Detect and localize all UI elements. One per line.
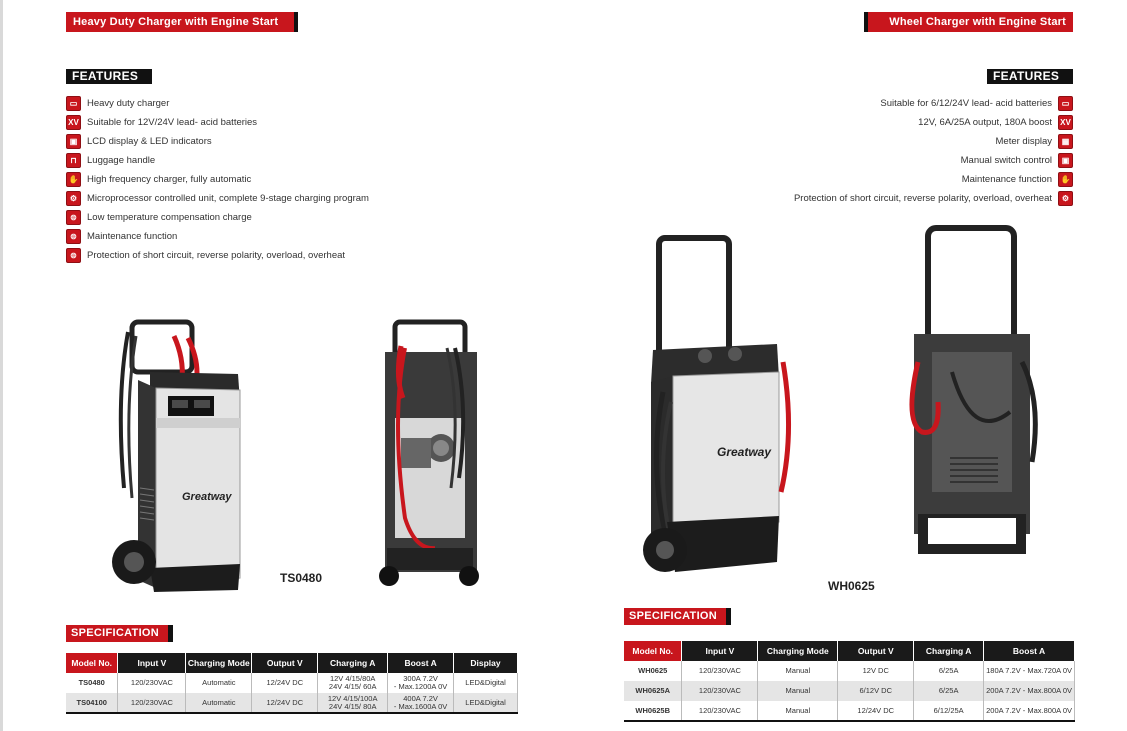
left-section-title: Heavy Duty Charger with Engine Start [66, 12, 294, 32]
left-spec-table [66, 653, 518, 714]
feature-item [66, 113, 369, 132]
feature-text: High frequency charger, fully automatic [87, 174, 252, 185]
table-cell: 12V DC [838, 661, 914, 681]
thermometer-icon: ⊜ [66, 210, 81, 225]
feature-text: Manual switch control [960, 155, 1052, 166]
ts0480-brand-logo: Greatway [182, 491, 232, 503]
table-row [624, 661, 1075, 681]
wh0625-front-image [635, 232, 795, 577]
table-cell: TS04100 [66, 693, 118, 713]
display-icon: ▣ [66, 134, 81, 149]
ts0480-model-label: TS0480 [280, 571, 323, 585]
hand-icon: ✋ [66, 172, 81, 187]
table-cell: Manual [758, 701, 838, 721]
table-cell: 120/230VAC [682, 661, 758, 681]
voltage-icon: XV [66, 115, 81, 130]
feature-item [66, 94, 369, 113]
table-cell: 120/230VAC [682, 701, 758, 721]
table-cell: 6/25A [914, 681, 984, 701]
table-cell: 12V 4/15/80A 24V 4/15/ 60A [318, 673, 388, 693]
handle-icon: ⊓ [66, 153, 81, 168]
wh0625-back-image [892, 222, 1052, 567]
left-features-header: FEATURES [66, 69, 152, 84]
feature-item [66, 132, 369, 151]
feature-item [66, 189, 369, 208]
table-cell: WH0625 [624, 661, 682, 681]
feature-item [794, 170, 1073, 189]
table-cell: 12/24V DC [252, 693, 318, 713]
table-cell: 200A 7.2V - Max.800A 0V [984, 701, 1075, 721]
feature-item [66, 170, 369, 189]
page-edge [0, 0, 3, 731]
ts0480-back-image [375, 318, 485, 593]
feature-text: Low temperature compensation charge [87, 212, 252, 223]
column-header: Input V [682, 641, 758, 661]
table-cell: LED&Digital [454, 693, 518, 713]
column-header: Boost A [388, 653, 454, 673]
table-cell: 120/230VAC [118, 693, 186, 713]
table-row [624, 701, 1075, 721]
feature-text: Heavy duty charger [87, 98, 170, 109]
table-cell: 6/12/25A [914, 701, 984, 721]
table-cell: LED&Digital [454, 673, 518, 693]
hand-icon: ✋ [1058, 172, 1073, 187]
table-cell: TS0480 [66, 673, 118, 693]
column-header: Boost A [984, 641, 1075, 661]
table-cell: 6/12V DC [838, 681, 914, 701]
switch-icon: ▣ [1058, 153, 1073, 168]
table-cell: 12V 4/15/100A 24V 4/15/ 80A [318, 693, 388, 713]
table-cell: 12/24V DC [838, 701, 914, 721]
feature-item [794, 132, 1073, 151]
right-section-title: Wheel Charger with Engine Start [868, 12, 1073, 32]
battery-icon: ▭ [66, 96, 81, 111]
chip-icon: ⚙ [66, 191, 81, 206]
tool-icon: ⚙ [1058, 191, 1073, 206]
feature-item [794, 151, 1073, 170]
left-feature-list [66, 94, 369, 265]
feature-text: Suitable for 12V/24V lead- acid batteries [87, 117, 258, 128]
table-row [66, 693, 518, 713]
table-row [66, 673, 518, 693]
table-cell: Manual [758, 681, 838, 701]
right-feature-list [794, 94, 1073, 208]
feature-item [66, 151, 369, 170]
table-cell: WH0625B [624, 701, 682, 721]
feature-text: Maintenance function [87, 231, 178, 242]
column-header: Model No. [624, 641, 682, 661]
column-header: Charging A [914, 641, 984, 661]
meter-icon: ▦ [1058, 134, 1073, 149]
column-header: Model No. [66, 653, 118, 673]
feature-text: 12V, 6A/25A output, 180A boost [918, 117, 1052, 128]
battery-icon: ▭ [1058, 96, 1073, 111]
right-spec-table [624, 641, 1075, 722]
table-cell: 120/230VAC [118, 673, 186, 693]
feature-item [66, 208, 369, 227]
feature-item [794, 94, 1073, 113]
feature-text: Meter display [995, 136, 1052, 147]
table-cell: Automatic [186, 673, 252, 693]
feature-text: Microprocessor controlled unit, complete 9-stage charging program [87, 193, 369, 204]
feature-item [794, 113, 1073, 132]
column-header: Input V [118, 653, 186, 673]
feature-item [66, 227, 369, 246]
table-cell: Automatic [186, 693, 252, 713]
left-specification-header: SPECIFICATION [66, 625, 168, 642]
feature-text: Luggage handle [87, 155, 156, 166]
table-cell: 120/230VAC [682, 681, 758, 701]
feature-text: LCD display & LED indicators [87, 136, 212, 147]
feature-text: Suitable for 6/12/24V lead- acid batteries [880, 98, 1052, 109]
table-cell: 300A 7.2V - Max.1200A 0V [388, 673, 454, 693]
column-header: Display [454, 653, 518, 673]
feature-text: Protection of short circuit, reverse polarity, overload, overheat [87, 250, 346, 261]
table-cell: 12/24V DC [252, 673, 318, 693]
feature-text: Protection of short circuit, reverse polarity, overload, overheat [793, 193, 1052, 204]
table-cell: 6/25A [914, 661, 984, 681]
column-header: Charging Mode [186, 653, 252, 673]
voltage-icon: XV [1058, 115, 1073, 130]
table-cell: 200A 7.2V - Max.800A 0V [984, 681, 1075, 701]
feature-item [66, 246, 369, 265]
table-row [624, 681, 1075, 701]
wh0625-brand-logo: Greatway [717, 445, 772, 459]
table-cell: 400A 7.2V - Max.1600A 0V [388, 693, 454, 713]
right-features-header: FEATURES [987, 69, 1073, 84]
column-header: Charging Mode [758, 641, 838, 661]
table-cell: 180A 7.2V - Max.720A 0V [984, 661, 1075, 681]
column-header: Output V [838, 641, 914, 661]
table-cell: Manual [758, 661, 838, 681]
feature-item [794, 189, 1073, 208]
column-header: Charging A [318, 653, 388, 673]
ts0480-front-image [110, 318, 250, 593]
feature-text: Maintenance function [961, 174, 1052, 185]
table-cell: WH0625A [624, 681, 682, 701]
wh0625-model-label: WH0625 [828, 579, 875, 593]
wrench-icon: ⊜ [66, 229, 81, 244]
column-header: Output V [252, 653, 318, 673]
right-specification-header: SPECIFICATION [624, 608, 726, 625]
shield-icon: ⊜ [66, 248, 81, 263]
